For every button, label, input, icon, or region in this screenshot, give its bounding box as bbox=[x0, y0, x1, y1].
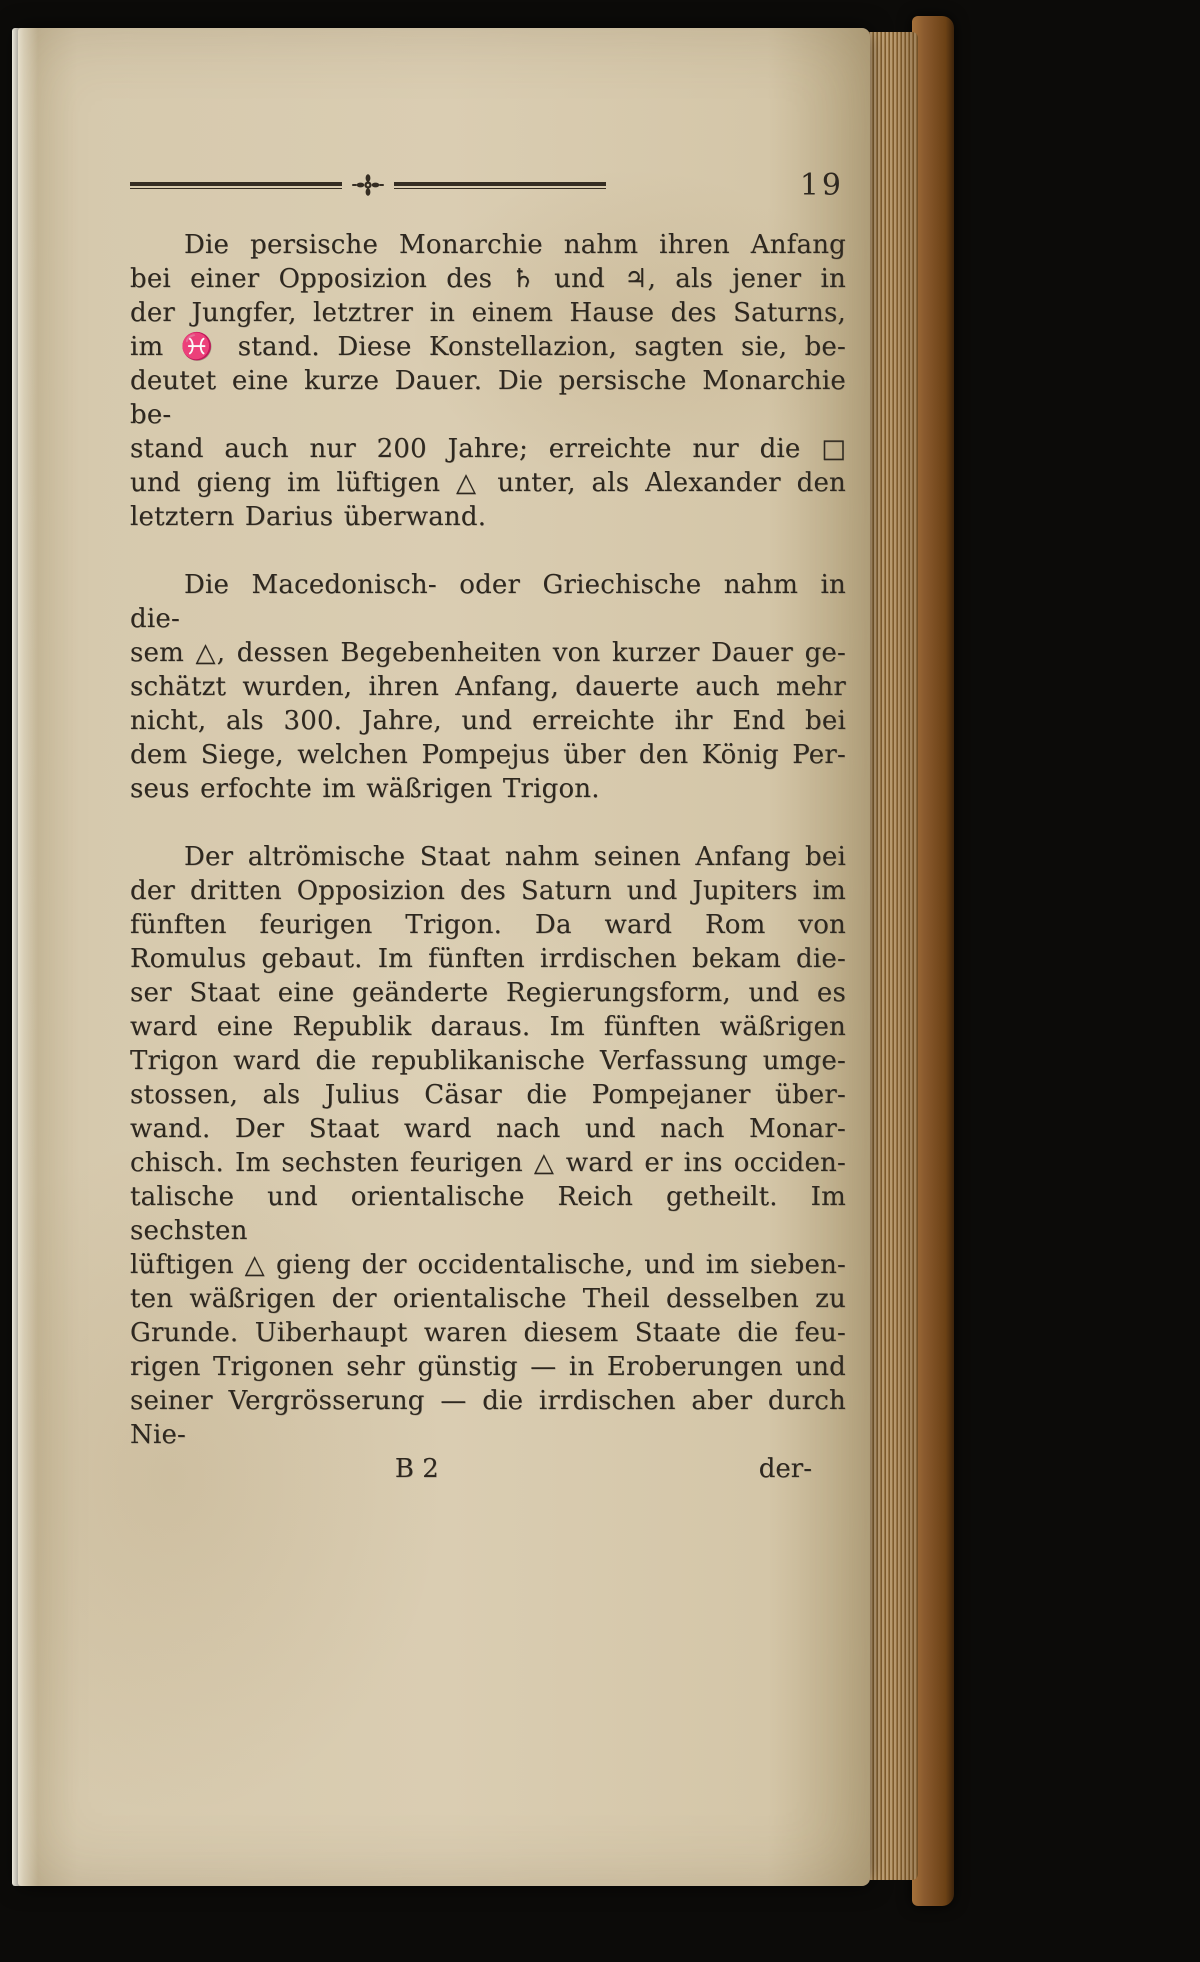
paragraph bbox=[130, 568, 846, 806]
text-line: ward eine Republik daraus. Im fünften wäßrigen bbox=[130, 1012, 846, 1042]
text-block bbox=[130, 228, 846, 1452]
text-line: stossen, als Julius Cäsar die Pompejaner über- bbox=[130, 1080, 846, 1110]
fleuron-icon bbox=[342, 173, 394, 197]
text-line: talische und orientalische Reich getheilt. Im sechsten bbox=[130, 1182, 846, 1246]
page-content bbox=[130, 166, 846, 1490]
text-line: schätzt wurden, ihren Anfang, dauerte auch mehr bbox=[130, 672, 846, 702]
text-line: rigen Trigonen sehr günstig — in Eroberungen und bbox=[130, 1352, 846, 1382]
page-footer bbox=[130, 1454, 846, 1490]
text-line: Trigon ward die republikanische Verfassung umge- bbox=[130, 1046, 846, 1076]
text-line: stand auch nur 200 Jahre; erreichte nur die □ bbox=[130, 434, 846, 464]
text-line: deutet eine kurze Dauer. Die persische Monarchie be- bbox=[130, 366, 846, 430]
page-left-edge bbox=[12, 28, 38, 1886]
text-line: im ♓ stand. Diese Konstellazion, sagten sie, be- bbox=[130, 332, 846, 362]
text-line: letztern Darius überwand. bbox=[130, 502, 487, 532]
text-line: seus erfochte im wäßrigen Trigon. bbox=[130, 774, 600, 804]
paragraph bbox=[130, 840, 846, 1452]
text-line: der dritten Opposizion des Saturn und Jupiters im bbox=[130, 876, 846, 906]
text-line: bei einer Opposizion des ♄ und ♃, als jener in bbox=[130, 264, 846, 294]
book-page bbox=[18, 28, 870, 1886]
text-line: chisch. Im sechsten feurigen △ ward er ins occiden- bbox=[130, 1148, 846, 1178]
text-line: Die Macedonisch- oder Griechische nahm in die- bbox=[130, 570, 846, 634]
text-line: seiner Vergrösserung — die irrdischen aber durch Nie- bbox=[130, 1386, 846, 1450]
page-stack-edge bbox=[866, 32, 918, 1880]
header-rule-right bbox=[394, 182, 606, 189]
text-line: Romulus gebaut. Im fünften irrdischen bekam die- bbox=[130, 944, 846, 974]
paragraph bbox=[130, 228, 846, 534]
text-line: ten wäßrigen der orientalische Theil desselben zu bbox=[130, 1284, 846, 1314]
text-line: und gieng im lüftigen △ unter, als Alexander den bbox=[130, 468, 846, 498]
text-line: Der altrömische Staat nahm seinen Anfang bei bbox=[184, 842, 846, 872]
text-line: sem △, dessen Begebenheiten von kurzer Dauer ge- bbox=[130, 638, 846, 668]
header-rule-left bbox=[130, 182, 342, 189]
text-line: fünften feurigen Trigon. Da ward Rom von bbox=[130, 910, 846, 940]
text-line: dem Siege, welchen Pompejus über den König Per- bbox=[130, 740, 846, 770]
text-line: Die persische Monarchie nahm ihren Anfang bbox=[184, 230, 846, 260]
page-header bbox=[130, 166, 846, 204]
text-line: Grunde. Uiberhaupt waren diesem Staate die feu- bbox=[130, 1318, 846, 1348]
text-line: lüftigen △ gieng der occidentalische, und im sieben- bbox=[130, 1250, 846, 1280]
text-line: der Jungfer, letztrer in einem Hause des Saturns, bbox=[130, 298, 846, 328]
book-cover-edge bbox=[912, 16, 954, 1906]
text-line: ser Staat eine geänderte Regierungsform, und es bbox=[130, 978, 846, 1008]
catchword: der- bbox=[758, 1454, 812, 1484]
text-line: wand. Der Staat ward nach und nach Monar- bbox=[130, 1114, 846, 1144]
page-number: 19 bbox=[799, 167, 844, 203]
text-line: nicht, als 300. Jahre, und erreichte ihr End bei bbox=[130, 706, 846, 736]
signature-mark: B 2 bbox=[394, 1454, 439, 1484]
